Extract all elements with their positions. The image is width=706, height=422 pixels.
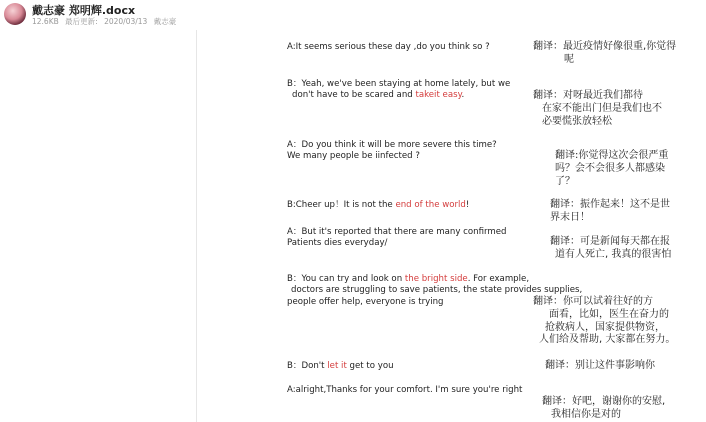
dialogue-english-line	[291, 285, 582, 296]
text-segment: B:Cheer up！It is not the	[287, 200, 396, 210]
highlighted-phrase: the bright side	[404, 274, 468, 284]
text-segment: B：Yeah, we've been staying at home lately, but we	[287, 79, 511, 89]
dialogue-english-line	[292, 90, 464, 101]
dialogue-translation-line: 了？	[555, 175, 575, 187]
file-size: 12.6KB	[32, 17, 59, 26]
dialogue-translation-line: 翻译：对呀最近我们都待	[533, 90, 643, 101]
dialogue-translation-line: 翻译：最近疫情好像很重,你觉得	[533, 41, 677, 52]
highlighted-phrase: end of the world	[395, 200, 466, 210]
dialogue-english-line	[287, 385, 522, 396]
dialogue-english-line	[287, 140, 497, 151]
highlighted-phrase: let it	[327, 361, 347, 371]
text-segment: doctors are struggling to save patients, the state provides supplies,	[291, 285, 583, 296]
dialogue-english-line	[287, 238, 387, 249]
text-segment: A：Do you think it will be more severe this time?	[287, 140, 497, 150]
dialogue-english-line	[287, 151, 420, 162]
dialogue-translation-line: 必要慌张放轻松	[542, 115, 612, 127]
text-segment: !	[465, 200, 470, 210]
dialogue-translation-line: 人们给及帮助, 大家都在努力。	[539, 334, 676, 346]
text-segment: We many people be iinfected ?	[287, 151, 420, 162]
text-segment: .	[461, 90, 465, 101]
text-segment: don't have to be scared and	[292, 90, 416, 101]
dialogue-english-line	[287, 274, 529, 285]
dialogue-translation-line: 我相信你是对的	[551, 408, 621, 420]
dialogue-translation-line: 面看，比如，医生在奋力的	[549, 308, 669, 320]
text-segment: A:alright,Thanks for your comfort. I'm sure you're right	[287, 385, 523, 395]
dialogue-translation-line: 道有人死亡, 我真的很害怕	[555, 248, 672, 260]
dialogue-english-line	[287, 79, 510, 90]
text-segment: Patients dies everyday/	[287, 238, 388, 249]
text-segment: A：But it's reported that there are many confirmed	[287, 227, 507, 237]
document-meta	[32, 16, 180, 27]
text-segment: B：You can try and look on	[287, 274, 405, 284]
dialogue-english-line	[287, 297, 444, 308]
dialogue-translation-line: 在家不能出门但是我们也不	[542, 102, 662, 114]
dialogue-english-line	[287, 361, 394, 372]
dialogue-translation-line: 界末日！	[550, 211, 590, 223]
dialogue-translation-line: 抢救病人，国家提供物资，	[545, 321, 665, 333]
modified-label: 最后更新:	[65, 17, 98, 26]
document-body[interactable]	[196, 30, 706, 422]
avatar[interactable]	[4, 3, 26, 25]
dialogue-translation-line: 翻译：振作起来！这不是世	[550, 199, 670, 210]
text-segment: B：Don't	[287, 361, 328, 371]
dialogue-translation-line: 吗？会不会很多人都感染	[555, 162, 665, 174]
document-header	[0, 0, 706, 30]
modified-date: 2020/03/13	[104, 17, 148, 26]
text-segment: people offer help, everyone is trying	[287, 296, 444, 307]
author-name: 戴志豪	[153, 17, 177, 26]
dialogue-translation-line: 翻译：好吧，谢谢你的安慰,	[542, 396, 666, 407]
text-segment: . For example,	[467, 274, 530, 284]
text-segment: A:It seems serious these day ,do you think so ?	[287, 42, 490, 52]
dialogue-translation-line: 翻译：可是新闻每天都在报	[550, 236, 670, 247]
dialogue-english-line	[287, 42, 490, 53]
text-segment: get to you	[346, 361, 394, 371]
document-title[interactable]: 戴志豪 郑明辉.docx	[32, 4, 136, 17]
dialogue-english-line	[287, 200, 469, 211]
dialogue-translation-line: 翻译：别让这件事影响你	[545, 360, 655, 371]
dialogue-translation-line: 翻译：你可以试着往好的方	[533, 296, 653, 307]
dialogue-translation-line: 翻译:你觉得这次会很严重	[555, 150, 669, 161]
dialogue-translation-line: 呢	[564, 53, 574, 65]
dialogue-english-line	[287, 227, 506, 238]
highlighted-phrase: takeit easy	[415, 90, 462, 101]
